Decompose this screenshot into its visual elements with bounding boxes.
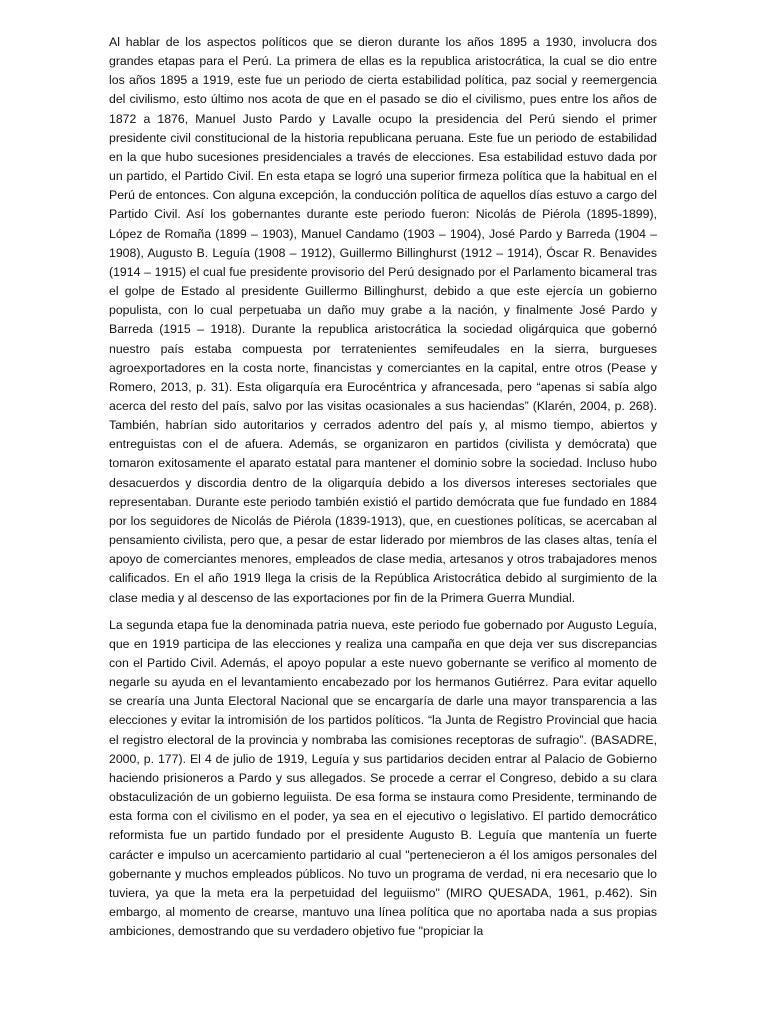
paragraph-republica-aristocratica: Al hablar de los aspectos políticos que se dieron durante los años 1895 a 1930, involucra dos grandes etapas para el Perú. La primera de ellas es la republica aristocrática, la cual se dio entre los años 1895 a 1919, este fue un periodo de cierta estabilidad política, paz social y reemergencia del civilismo, esto último nos acota de que en el pasado se dio el civilismo, pues entre los años de 1872 a 1876, Manuel Justo Pardo y Lavalle ocupo la presidencia del Perú siendo el primer presidente civil constitucional de la historia republicana peruana. Este fue un periodo de estabilidad en la que hubo sucesiones presidenciales a través de elecciones. Esa estabilidad estuvo dada por un partido, el Partido Civil. En esta etapa se logró una superior firmeza política que la habitual en el Perú de entonces. Con alguna excepción, la conducción política de aquellos días estuvo a cargo del Partido Civil. Así los gobernantes durante este periodo fueron: Nicolás de Piérola (1895-1899), López de Romaña (1899 – 1903), Manuel Candamo (1903 – 1904), José Pardo y Barreda (1904 – 1908), Augusto B. Leguía (1908 – 1912), Guillermo Billinghurst (1912 – 1914), Óscar R. Benavides (1914 – 1915) el cual fue presidente provisorio del Perú designado por el Parlamento bicameral tras el golpe de Estado al presidente Guillermo Billinghurst, debido a que este ejercía un gobierno populista, con lo cual perpetuaba un daño muy grabe a la nación, y finalmente José Pardo y Barreda (1915 – 1918). Durante la republica aristocrática la sociedad oligárquica que gobernó nuestro país estaba compuesta por terratenientes semifeudales en la sierra, burgueses agroexportadores en la costa norte, financistas y comerciantes en la capital, entre otros (Pease y Romero, 2013, p. 31). Esta oligarquía era Eurocéntrica y afrancesada, pero “apenas si sabía algo acerca del resto del país, salvo por las visitas ocasionales a sus haciendas” (Klarén, 2004, p. 268). También, habrían sido autoritarios y cerrados adentro del país y, al mismo tiempo, abiertos y entreguistas con el de afuera. Además, se organizaron en partidos (civilista y demócrata) que tomaron exitosamente el aparato estatal para mantener el dominio sobre la sociedad. Incluso hubo desacuerdos y discordia dentro de la oligarquía debido a los diversos intereses sectoriales que representaban. Durante este periodo también existió el partido demócrata que fue fundado en 1884 por los seguidores de Nicolás de Piérola (1839-1913), que, en cuestiones políticas, se acercaban al pensamiento civilista, pero que, a pesar de estar liderado por miembros de las clases altas, tenía el apoyo de comerciantes menores, empleados de clase media, artesanos y otros trabajadores menos calificados. En el año 1919 llega la crisis de la República Aristocrática debido al surgimiento de la clase media y al descenso de las exportaciones por fin de la Primera Guerra Mundial. [109,35,657,605]
document-page [109,33,657,941]
paragraph-patria-nueva: La segunda etapa fue la denominada patria nueva, este periodo fue gobernado por Augusto Leguía, que en 1919 participa de las elecciones y realiza una campaña en que deja ver sus discrepancias con el Partido Civil. Además, el apoyo popular a este nuevo gobernante se verifico al momento de negarle su ayuda en el levantamiento encabezado por los hermanos Gutiérrez. Para evitar aquello se crearía una Junta Electoral Nacional que se encargaría de darle una mayor transparencia a las elecciones y evitar la intromisión de los partidos políticos. “la Junta de Registro Provincial que hacia el registro electoral de la provincia y nombraba las comisiones receptoras de sufragio”. (BASADRE, 2000, p. 177). El 4 de julio de 1919, Leguía y sus partidarios deciden entrar al Palacio de Gobierno haciendo prisioneros a Pardo y sus allegados. Se procede a cerrar el Congreso, debido a su clara obstaculización de un gobierno leguiista. De esa forma se instaura como Presidente, terminando de esta forma con el civilismo en el poder, ya sea en el ejecutivo o legislativo. El partido democrático reformista fue un partido fundado por el presidente Augusto B. Leguía que mantenía un fuerte carácter e impulso un acercamiento partidario al cual "pertenecieron a él los amigos personales del gobernante y muchos empleados públicos. No tuvo un programa de verdad, ni era necesario que lo tuviera, ya que la meta era la perpetuidad del leguiismo" (MIRO QUESADA, 1961, p.462). Sin embargo, al momento de crearse, mantuvo una línea política que no aportaba nada a sus propias ambiciones, demostrando que su verdadero objetivo fue "propiciar la [109,617,657,939]
